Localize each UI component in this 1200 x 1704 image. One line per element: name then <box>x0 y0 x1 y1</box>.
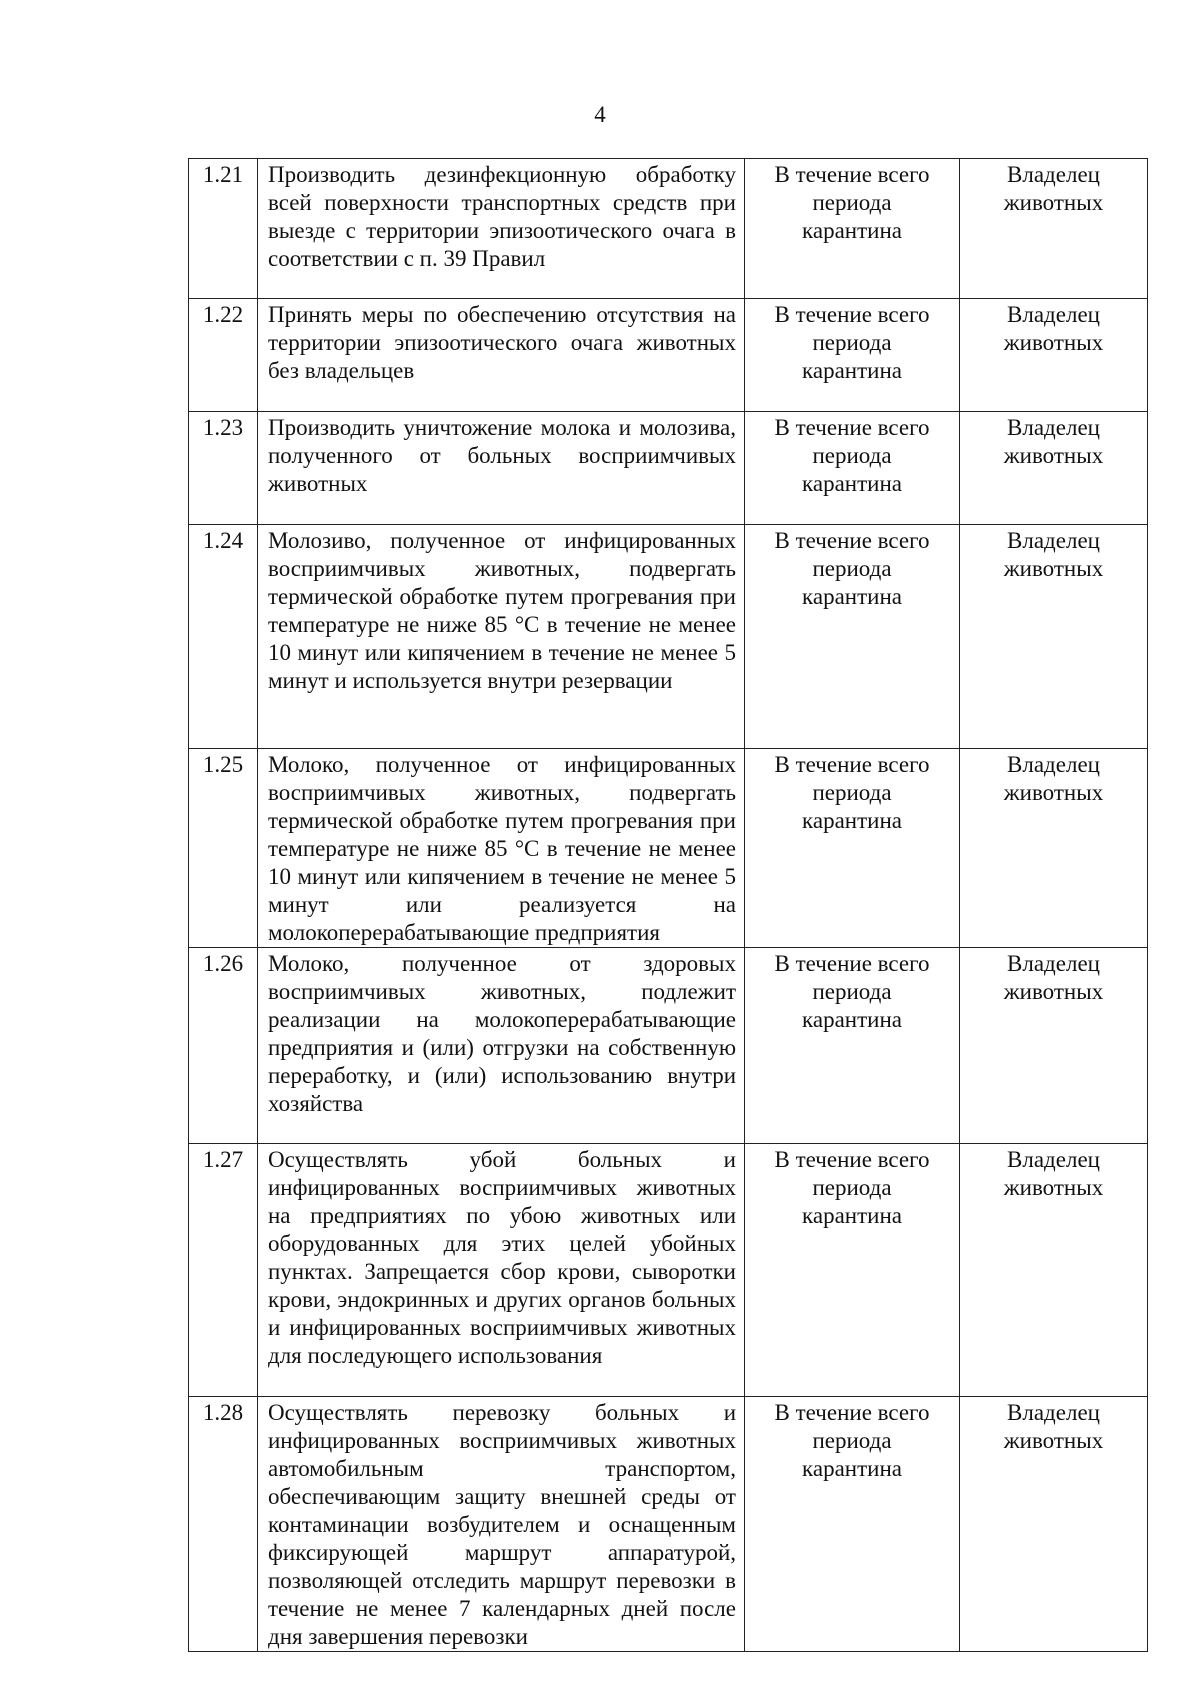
responsible-line: животных <box>1003 190 1104 215</box>
term-line: периода <box>812 1175 892 1200</box>
row-number: 1.24 <box>189 525 258 749</box>
row-action: Принять меры по обеспечению отсутствия на территории эпизоотического очага животных без владельцев <box>258 299 745 412</box>
measures-table <box>188 158 1148 1652</box>
row-number: 1.22 <box>189 299 258 412</box>
term-line: карантина <box>802 1203 902 1228</box>
term-line: карантина <box>802 808 902 833</box>
row-responsible <box>960 1144 1148 1397</box>
term-line: В течение всего <box>774 528 930 553</box>
term-line: периода <box>812 979 892 1004</box>
row-action: Производить дезинфекционную обработку всей поверхности транспортных средств при выезде с территории эпизоотического очага в соответствии с п. 39 Правил <box>258 159 745 299</box>
term-line: периода <box>812 443 892 468</box>
responsible-line: Владелец <box>1007 528 1100 553</box>
term-line: В течение всего <box>774 1147 930 1172</box>
responsible-line: Владелец <box>1007 415 1100 440</box>
row-responsible <box>960 412 1148 525</box>
row-number: 1.28 <box>189 1397 258 1652</box>
row-term <box>745 948 960 1144</box>
row-action: Молоко, полученное от здоровых восприимчивых животных, подлежит реализации на молокоперерабатывающие предприятия и (или) отгрузки на собственную переработку, и (или) использованию внутри хозяйства <box>258 948 745 1144</box>
table-row <box>189 299 1148 412</box>
row-number: 1.25 <box>189 749 258 948</box>
responsible-line: животных <box>1003 1175 1104 1200</box>
table-row <box>189 749 1148 948</box>
table-row <box>189 159 1148 299</box>
row-responsible <box>960 948 1148 1144</box>
row-action: Молозиво, полученное от инфицированных восприимчивых животных, подвергать термической обработке путем прогревания при температуре не ниже 85 °С в течение не менее 10 минут или кипячением в течение не менее 5 минут и используется внутри резервации <box>258 525 745 749</box>
responsible-line: Владелец <box>1007 752 1100 777</box>
term-line: карантина <box>802 358 902 383</box>
row-term <box>745 1397 960 1652</box>
responsible-line: Владелец <box>1007 162 1100 187</box>
row-responsible <box>960 749 1148 948</box>
row-number: 1.23 <box>189 412 258 525</box>
row-responsible <box>960 525 1148 749</box>
responsible-line: Владелец <box>1007 1147 1100 1172</box>
row-number: 1.26 <box>189 948 258 1144</box>
term-line: В течение всего <box>774 162 930 187</box>
term-line: периода <box>812 780 892 805</box>
page-number: 4 <box>594 102 606 127</box>
table-row <box>189 948 1148 1144</box>
row-term <box>745 159 960 299</box>
row-responsible <box>960 1397 1148 1652</box>
term-line: периода <box>812 556 892 581</box>
term-line: В течение всего <box>774 415 930 440</box>
responsible-line: Владелец <box>1007 302 1100 327</box>
row-action: Осуществлять перевозку больных и инфицированных восприимчивых животных автомобильным транспортом, обеспечивающим защиту внешней среды от контаминации возбудителем и оснащенным фиксирующей маршрут аппаратурой, позволяющей отследить маршрут перевозки в течение не менее 7 календарных дней после дня завершения перевозки <box>258 1397 745 1652</box>
table-row <box>189 412 1148 525</box>
responsible-line: Владелец <box>1007 1400 1100 1425</box>
term-line: периода <box>812 190 892 215</box>
row-action: Молоко, полученное от инфицированных восприимчивых животных, подвергать термической обработке путем прогревания при температуре не ниже 85 °С в течение не менее 10 минут или кипячением в течение не менее 5 минут или реализуется на молокоперерабатывающие предприятия <box>258 749 745 948</box>
term-line: карантина <box>802 1007 902 1032</box>
row-responsible <box>960 159 1148 299</box>
responsible-line: животных <box>1003 780 1104 805</box>
responsible-line: животных <box>1003 1428 1104 1453</box>
row-term <box>745 1144 960 1397</box>
row-term <box>745 412 960 525</box>
responsible-line: животных <box>1003 330 1104 355</box>
row-action: Производить уничтожение молока и молозива, полученного от больных восприимчивых животных <box>258 412 745 525</box>
term-line: карантина <box>802 471 902 496</box>
row-term <box>745 525 960 749</box>
row-responsible <box>960 299 1148 412</box>
term-line: В течение всего <box>774 951 930 976</box>
row-number: 1.27 <box>189 1144 258 1397</box>
table-row <box>189 1397 1148 1652</box>
term-line: В течение всего <box>774 302 930 327</box>
responsible-line: животных <box>1003 556 1104 581</box>
row-term <box>745 299 960 412</box>
term-line: карантина <box>802 584 902 609</box>
term-line: В течение всего <box>774 752 930 777</box>
row-action: Осуществлять убой больных и инфицированных восприимчивых животных на предприятиях по убою животных или оборудованных для этих целей убойных пунктах. Запрещается сбор крови, сыворотки крови, эндокринных и других органов больных и инфицированных восприимчивых животных для последующего использования <box>258 1144 745 1397</box>
responsible-line: животных <box>1003 443 1104 468</box>
term-line: карантина <box>802 218 902 243</box>
table-row <box>189 525 1148 749</box>
term-line: В течение всего <box>774 1400 930 1425</box>
responsible-line: животных <box>1003 979 1104 1004</box>
table-row <box>189 1144 1148 1397</box>
term-line: периода <box>812 330 892 355</box>
responsible-line: Владелец <box>1007 951 1100 976</box>
row-term <box>745 749 960 948</box>
term-line: карантина <box>802 1456 902 1481</box>
term-line: периода <box>812 1428 892 1453</box>
row-number: 1.21 <box>189 159 258 299</box>
